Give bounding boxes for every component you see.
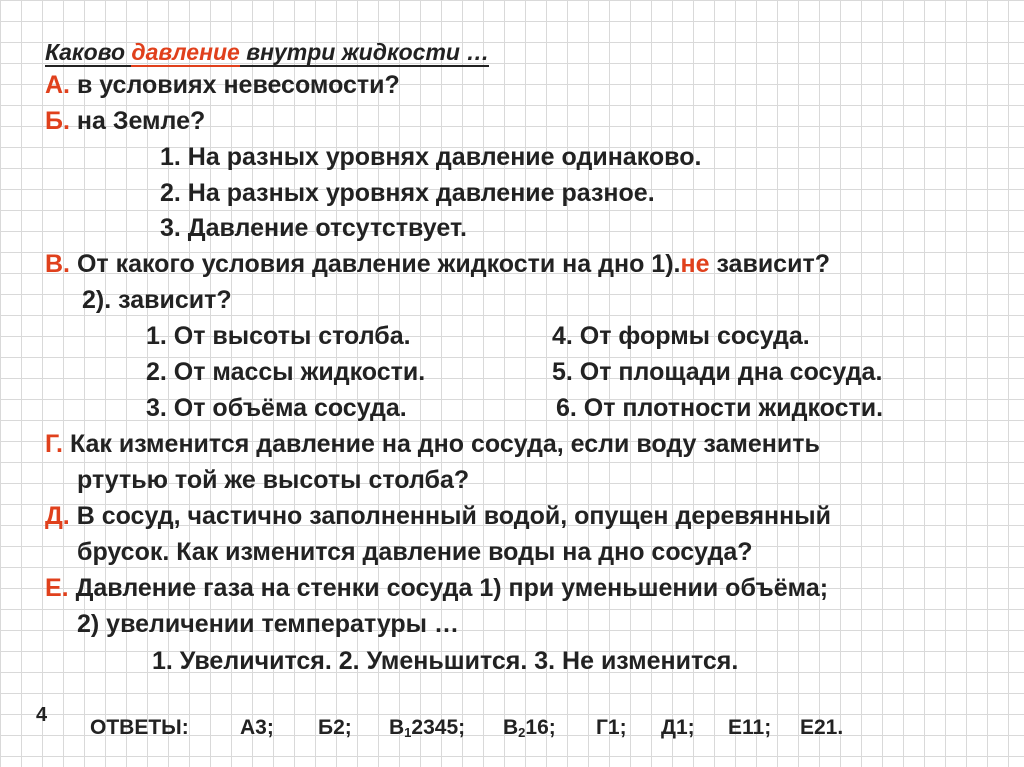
question-b [45, 106, 205, 136]
b-option: 1. На разных уровнях давление одинаково. [160, 143, 702, 171]
question-e-letter: Е. [45, 574, 69, 602]
question-b-text: на Земле? [69, 107, 206, 135]
question-e [45, 573, 828, 603]
answer-letter: В [503, 716, 519, 739]
question-d [45, 501, 831, 531]
question-d-text: В сосуд, частично заполненный водой, опущен деревянный [69, 502, 831, 530]
answer-item: Д1; [661, 716, 695, 739]
question-a [45, 70, 400, 100]
answer-subscript: 1 [404, 725, 412, 740]
question-v-line2: 2). зависит? [82, 286, 232, 314]
answer-item [503, 715, 556, 746]
question-v-text-end: зависит? [709, 250, 830, 278]
answer-item: Б2; [318, 716, 352, 739]
question-d-line2: брусок. Как изменится давление воды на дно сосуда? [77, 538, 753, 566]
v-option: 3. От объёма сосуда. [146, 394, 407, 422]
question-g-line2: ртутью той же высоты столба? [77, 466, 470, 494]
answer-item [389, 715, 465, 746]
question-v [45, 249, 830, 279]
question-e-line2: 2) увеличении температуры … [77, 610, 459, 638]
answer-item: А3; [240, 716, 274, 739]
question-e-text: Давление газа на стенки сосуда 1) при уменьшении объёма; [68, 574, 829, 602]
answer-item: Г1; [596, 716, 627, 739]
e-options: 1. Увеличится. 2. Уменьшится. 3. Не изменится. [152, 647, 739, 675]
question-g-letter: Г. [45, 430, 63, 458]
v-option: 2. От массы жидкости. [146, 358, 426, 386]
title-pre: Каково [45, 39, 132, 65]
question-a-letter: А. [45, 71, 70, 99]
question-d-letter: Д. [45, 502, 70, 530]
v-option: 6. От плотности жидкости. [556, 394, 884, 422]
answers-label: ОТВЕТЫ: [90, 716, 189, 739]
title-key-word: давление [131, 39, 240, 65]
v-option: 1. От высоты столба. [146, 322, 411, 350]
question-v-ne: не [680, 250, 710, 278]
answer-value: 16; [525, 716, 556, 739]
answer-item: Е11; [728, 716, 772, 739]
answer-value: 2345; [411, 716, 466, 739]
slide-title [45, 37, 489, 67]
v-option: 4. От формы сосуда. [552, 322, 810, 350]
answer-item: Е21. [800, 716, 844, 739]
b-option: 2. На разных уровнях давление разное. [160, 179, 655, 207]
answer-subscript: 2 [518, 725, 526, 740]
question-a-text: в условиях невесомости? [70, 71, 400, 99]
v-option: 5. От площади дна сосуда. [552, 358, 883, 386]
question-v-text: От какого условия давление жидкости на дно 1). [70, 250, 681, 278]
answer-letter: В [389, 716, 405, 739]
b-option: 3. Давление отсутствует. [160, 214, 467, 242]
page-number: 4 [36, 704, 48, 726]
title-post: внутри жидкости … [239, 39, 490, 65]
question-b-letter: Б. [45, 107, 70, 135]
question-g [45, 429, 820, 459]
question-g-text: Как изменится давление на дно сосуда, если воду заменить [63, 430, 820, 458]
question-v-letter: В. [45, 250, 70, 278]
